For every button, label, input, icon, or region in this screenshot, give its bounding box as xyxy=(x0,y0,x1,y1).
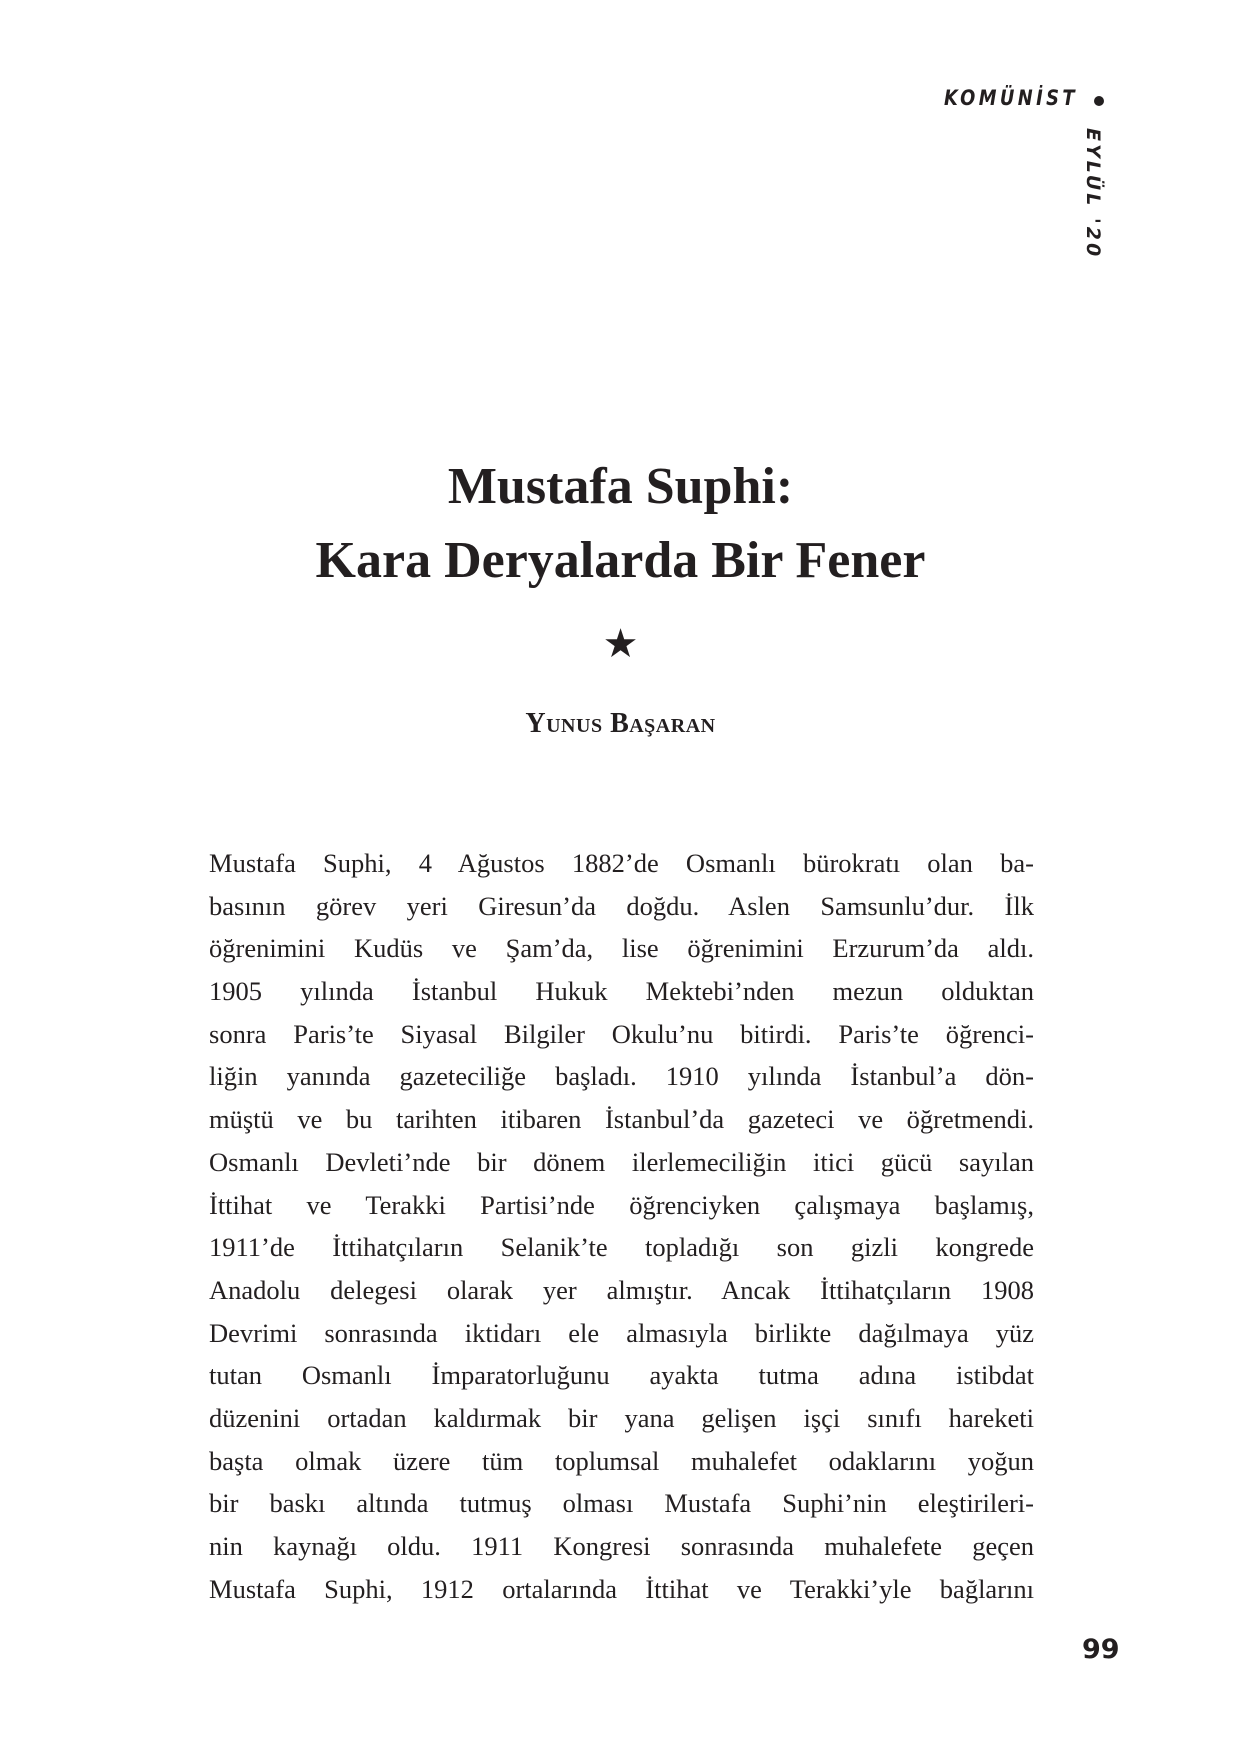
body-line: Osmanlı Devleti’nde bir dönem ilerlemeciliğin itici gücü sayılan xyxy=(209,1146,1034,1177)
separator-dot-icon xyxy=(1094,96,1104,106)
body-line: sonra Paris’te Siyasal Bilgiler Okulu’nu bitirdi. Paris’te öğrenci- xyxy=(209,1018,1034,1049)
title-line-1: Mustafa Suphi: xyxy=(447,458,794,515)
body-line: basının görev yeri Giresun’da doğdu. Aslen Samsunlu’dur. İlk xyxy=(209,890,1034,921)
article-title xyxy=(0,450,1241,598)
body-line: bir baskı altında tutmuş olması Mustafa Suphi’nin eleştirileri- xyxy=(209,1488,1034,1519)
body-line: nin kaynağı oldu. 1911 Kongresi sonrasında muhalefete geçen xyxy=(209,1531,1034,1561)
body-line: 1911’de İttihatçıların Selanik’te topladığı son gizli kongrede xyxy=(209,1232,1034,1263)
issue-date: EYLÜL '20 xyxy=(1082,128,1104,260)
star-icon: ★ xyxy=(602,621,639,667)
body-line: Mustafa Suphi, 4 Ağustos 1882’de Osmanlı bürokratı olan ba- xyxy=(209,848,1034,878)
body-line: İttihat ve Terakki Partisi’nde öğrenciyken çalışmaya başlamış, xyxy=(209,1189,1034,1220)
body-line: başta olmak üzere tüm toplumsal muhalefet odaklarını yoğun xyxy=(209,1445,1034,1476)
author-name: Yunus Başaran xyxy=(525,708,716,739)
body-line: liğin yanında gazeteciliğe başladı. 1910 yılında İstanbul’a dön- xyxy=(209,1061,1034,1092)
body-line: düzenini ortadan kaldırmak bir yana gelişen işçi sınıfı hareketi xyxy=(209,1402,1034,1433)
magazine-name: KOMÜNİST xyxy=(944,86,1078,110)
body-line: 1905 yılında İstanbul Hukuk Mektebi’nden mezun olduktan xyxy=(209,976,1034,1007)
body-line: müştü ve bu tarihten itibaren İstanbul’da gazeteci ve öğretmendi. xyxy=(209,1104,1034,1135)
body-line: Mustafa Suphi, 1912 ortalarında İttihat ve Terakki’yle bağlarını xyxy=(209,1573,1034,1604)
body-line: tutan Osmanlı İmparatorluğunu ayakta tutma adına istibdat xyxy=(209,1360,1034,1391)
body-line: öğrenimini Kudüs ve Şam’da, lise öğrenimini Erzurum’da aldı. xyxy=(209,933,1034,964)
body-line: Anadolu delegesi olarak yer almıştır. Ancak İttihatçıların 1908 xyxy=(209,1274,1034,1305)
article-body xyxy=(209,842,1034,1610)
body-line: Devrimi sonrasında iktidarı ele almasıyla birlikte dağılmaya yüz xyxy=(209,1317,1034,1348)
title-line-2: Kara Deryalarda Bir Fener xyxy=(315,532,926,589)
page-number: 99 xyxy=(1082,1634,1120,1665)
